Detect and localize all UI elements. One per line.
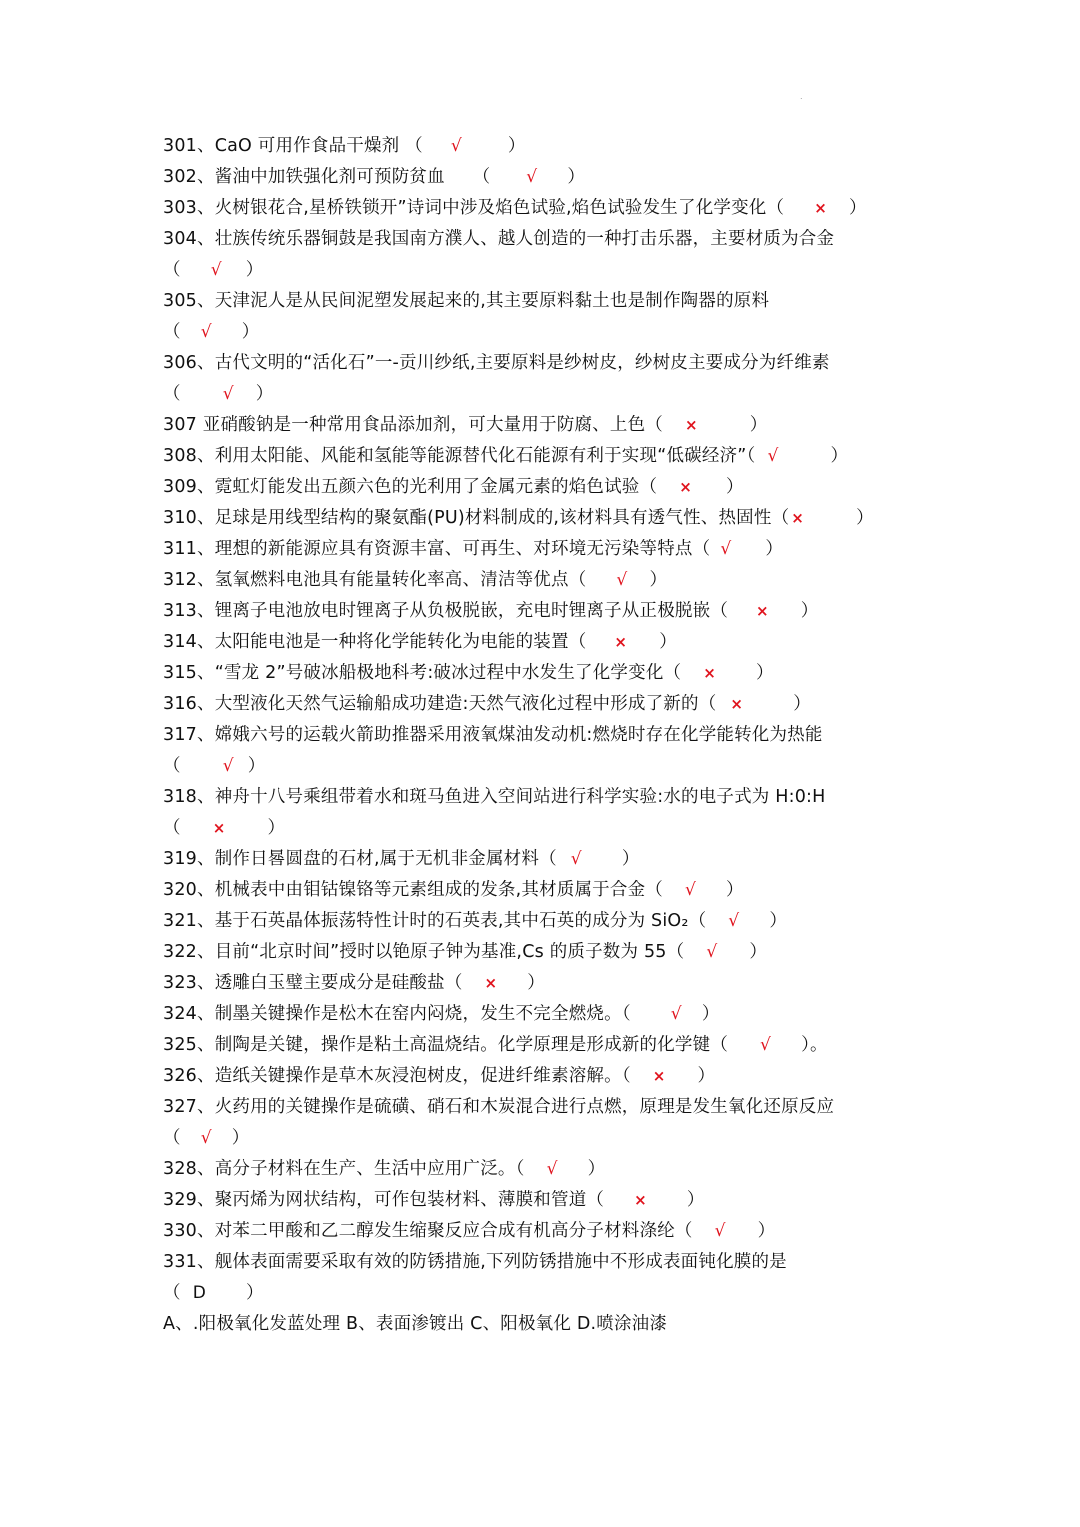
answer-paren-close: ） [757,1221,776,1241]
answer-paren-close: ） [801,1035,811,1055]
check-mark-icon: √ [570,849,582,869]
question-line [163,348,923,379]
answer-paren-close: ） [245,260,264,280]
answer-paren-open: （ [568,632,587,652]
answer-letter: D [192,1283,206,1303]
answer-paren-open: （ [674,1221,693,1241]
check-mark-icon: √ [222,756,234,776]
question-text: 321、基于石英晶体振荡特性计时的石英表,其中石英的成分为 SiO₂ [163,911,689,931]
cross-mark-icon: × [791,509,805,527]
question-line [163,782,923,813]
answer-paren-open: （ [645,880,663,900]
question-text: 324、制墨关键操作是松木在窑内闷烧，发生不完全燃烧。 [163,1004,622,1024]
check-mark-icon: √ [728,911,740,931]
question-text: 326、造纸关键操作是草木灰浸泡树皮，促进纤维素溶解。 [163,1066,622,1086]
question-line [163,1216,923,1247]
check-mark-icon: √ [616,570,628,590]
answer-paren-close: ） [659,632,677,652]
question-line [163,1092,923,1123]
question-line-continued [163,317,923,348]
question-text: 322、目前“北京时间”授时以铯原子钟为基准,Cs 的质子数为 55 [163,942,667,962]
question-line [163,224,923,255]
question-text: 319、制作日晷圆盘的石材,属于无机非金属材料 [163,849,540,869]
answer-paren-open: （ [568,570,587,590]
answer-paren-close: ） [247,756,266,776]
question-line [163,286,923,317]
check-mark-icon: √ [720,539,732,559]
question-text: 312、氢氧燃料电池具有能量转化率高、清洁等优点 [163,570,569,590]
answer-paren-open: （ [621,1004,631,1024]
question-line [163,689,923,720]
question-text: 318、神舟十八号乘组带着水和斑马鱼进入空间站进行科学实验:水的电子式为 H:0:H [163,787,826,807]
answer-paren-close: ） [726,477,744,497]
question-line-continued [163,813,923,844]
answer-paren-close: ） [697,1066,716,1086]
question-text: 309、霓虹灯能发出五颜六色的光利用了金属元素的焰色试验 [163,477,640,497]
cross-mark-icon: × [679,478,692,496]
answer-paren-open: （ [698,694,717,714]
question-line [163,1247,923,1278]
question-line [163,503,923,534]
cross-mark-icon: × [634,1191,647,1209]
question-text: 320、机械表中由钼钴镍铬等元素组成的发条,其材质属于合金 [163,880,646,900]
cross-mark-icon: × [484,974,498,992]
answer-paren-close: ） [621,849,640,869]
answer-paren-open: （ [444,973,463,993]
question-text: 302、酱油中加铁强化剂可预防贫血 [163,167,451,187]
check-mark-icon: √ [706,942,718,962]
answer-paren-close: ） [587,1159,606,1179]
question-line [163,162,923,193]
question-line [163,596,923,627]
question-text: 306、古代文明的“活化石”一-贡川纱纸,主要原料是纱树皮，纱树皮主要成分为纤维素 [163,353,830,373]
answer-paren-close: ） [749,415,768,435]
question-tail: 。 [810,1035,828,1055]
question-text: 308、利用太阳能、风能和氢能等能源替代化石能源有利于实现“低碳经济” [163,446,747,466]
question-line [163,658,923,689]
question-line-continued [163,751,923,782]
question-text: 331、舰体表面需要采取有效的防锈措施,下列防锈措施中不形成表面钝化膜的是 [163,1252,787,1272]
question-line [163,1154,923,1185]
answer-paren-open: （ [746,446,756,466]
answer-paren-open: （ [405,136,423,156]
question-text: 325、制陶是关键，操作是粘土高温烧结。化学原理是形成新的化学键 [163,1035,711,1055]
question-line [163,565,923,596]
question-line [163,627,923,658]
question-line [163,968,923,999]
question-line [163,1309,923,1340]
check-mark-icon: √ [684,880,697,900]
cross-mark-icon: × [212,819,226,837]
answer-paren-close: ） [241,322,260,342]
question-line [163,720,923,751]
answer-paren-open: （ [766,198,785,218]
question-text: A、.阳极氧化发蓝处理 B、表面渗镀出 C、阳极氧化 D.喷涂油漆 [163,1314,668,1334]
cross-mark-icon: × [684,416,698,434]
answer-paren-open: （ [666,942,685,962]
page-dot: . [800,92,803,101]
answer-paren-open: （ [163,384,181,404]
question-list [163,131,923,1340]
question-line-continued [163,255,923,286]
question-line-continued [163,379,923,410]
question-line [163,441,923,472]
check-mark-icon: √ [200,1128,212,1148]
question-line-continued [163,1123,923,1154]
cross-mark-icon: × [703,664,717,682]
answer-paren-close: ） [830,446,849,466]
answer-paren-open: （ [163,756,181,776]
answer-paren-close: ） [793,694,811,714]
answer-paren-close: ） [848,198,867,218]
question-text: 330、对苯二甲酸和乙二醇发生缩聚反应合成有机高分子材料涤纶 [163,1221,675,1241]
answer-paren-close: ） [267,818,286,838]
check-mark-icon: √ [200,322,212,342]
question-line [163,1030,923,1061]
cross-mark-icon: × [756,602,769,620]
answer-paren-open: （ [645,415,663,435]
answer-paren-close: ） [756,663,774,683]
cross-mark-icon: × [730,695,744,713]
answer-paren-close: ） [749,942,768,962]
question-text: 314、太阳能电池是一种将化学能转化为电能的装置 [163,632,569,652]
check-mark-icon: √ [526,167,538,187]
answer-paren-close: ） [701,1004,720,1024]
answer-paren-open: （ [710,601,729,621]
question-text: 328、高分子材料在生产、生活中应用广泛。 [163,1159,516,1179]
question-text: 305、天津泥人是从民间泥塑发展起来的,其主要原料黏土也是制作陶器的原料 [163,291,770,311]
cross-mark-icon: × [614,633,628,651]
question-line [163,1061,923,1092]
answer-paren-close: ） [726,880,744,900]
question-line [163,875,923,906]
check-mark-icon: √ [767,446,779,466]
answer-paren-close: ） [686,1190,705,1210]
answer-paren-open: （ [163,1283,181,1303]
answer-paren-close: ） [527,973,545,993]
answer-paren-close: ） [649,570,668,590]
check-mark-icon: √ [670,1004,682,1024]
answer-paren-close: ） [567,167,586,187]
answer-paren-open: （ [163,1128,181,1148]
question-text: 303、火树银花合,星桥铁锁开”诗词中涉及焰色试验,焰色试验发生了化学变化 [163,198,767,218]
question-text: 329、聚丙烯为网状结构，可作包装材料、薄膜和管道 [163,1190,587,1210]
check-mark-icon: √ [210,260,222,280]
answer-paren-open: （ [692,539,711,559]
answer-paren-open: （ [539,849,557,869]
answer-paren-open: （ [472,167,491,187]
answer-paren-close: ） [800,601,819,621]
question-text: 313、锂离子电池放电时锂离子从负极脱嵌，充电时锂离子从正极脱嵌 [163,601,711,621]
question-line [163,999,923,1030]
cross-mark-icon: × [652,1067,666,1085]
answer-paren-close: ） [231,1128,250,1148]
question-line [163,534,923,565]
answer-paren-open: （ [586,1190,605,1210]
answer-paren-close: ） [507,136,526,156]
question-line [163,410,923,441]
answer-paren-close: ） [246,1283,264,1303]
question-text: 307 亚硝酸钠是一种常用食品添加剂，可大量用于防腐、上色 [163,415,646,435]
answer-paren-close: ） [856,508,874,528]
question-text: 327、火药用的关键操作是硫磺、硝石和木炭混合进行点燃，原理是发生氧化还原反应 [163,1097,835,1117]
question-text: 311、理想的新能源应具有资源丰富、可再生、对环境无污染等特点 [163,539,693,559]
check-mark-icon: √ [714,1221,726,1241]
answer-paren-open: （ [163,322,181,342]
question-line-continued [163,1278,923,1309]
check-mark-icon: √ [546,1159,558,1179]
answer-paren-open: （ [639,477,658,497]
question-text: 301、CaO 可用作食品干燥剂 [163,136,406,156]
answer-paren-close: ） [769,911,788,931]
answer-paren-close: ） [765,539,784,559]
question-line [163,844,923,875]
question-line [163,906,923,937]
answer-paren-close: ） [255,384,274,404]
question-line [163,472,923,503]
answer-paren-open: （ [771,508,790,528]
question-text: 316、大型液化天然气运输船成功建造:天然气液化过程中形成了新的 [163,694,699,714]
question-line [163,1185,923,1216]
check-mark-icon: √ [222,384,234,404]
answer-paren-open: （ [621,1066,631,1086]
cross-mark-icon: × [814,199,827,217]
question-text: 315、“雪龙 2”号破冰船极地科考:破冰过程中水发生了化学变化 [163,663,664,683]
question-text: 317、嫦娥六号的运载火箭助推器采用液氧煤油发动机:燃烧时存在化学能转化为热能 [163,725,823,745]
check-mark-icon: √ [450,136,462,156]
answer-paren-open: （ [663,663,682,683]
answer-paren-open: （ [515,1159,525,1179]
answer-paren-open: （ [710,1035,729,1055]
question-text: 310、足球是用线型结构的聚氨酯(PU)材料制成的,该材料具有透气性、热固性 [163,508,772,528]
question-text: 304、壮族传统乐器铜鼓是我国南方濮人、越人创造的一种打击乐器，主要材质为合金 [163,229,835,249]
question-text: 323、透雕白玉璧主要成分是硅酸盐 [163,973,445,993]
check-mark-icon: √ [760,1035,772,1055]
answer-paren-open: （ [163,818,181,838]
question-line [163,937,923,968]
question-line [163,131,923,162]
question-line [163,193,923,224]
answer-paren-open: （ [163,260,181,280]
answer-paren-open: （ [688,911,707,931]
